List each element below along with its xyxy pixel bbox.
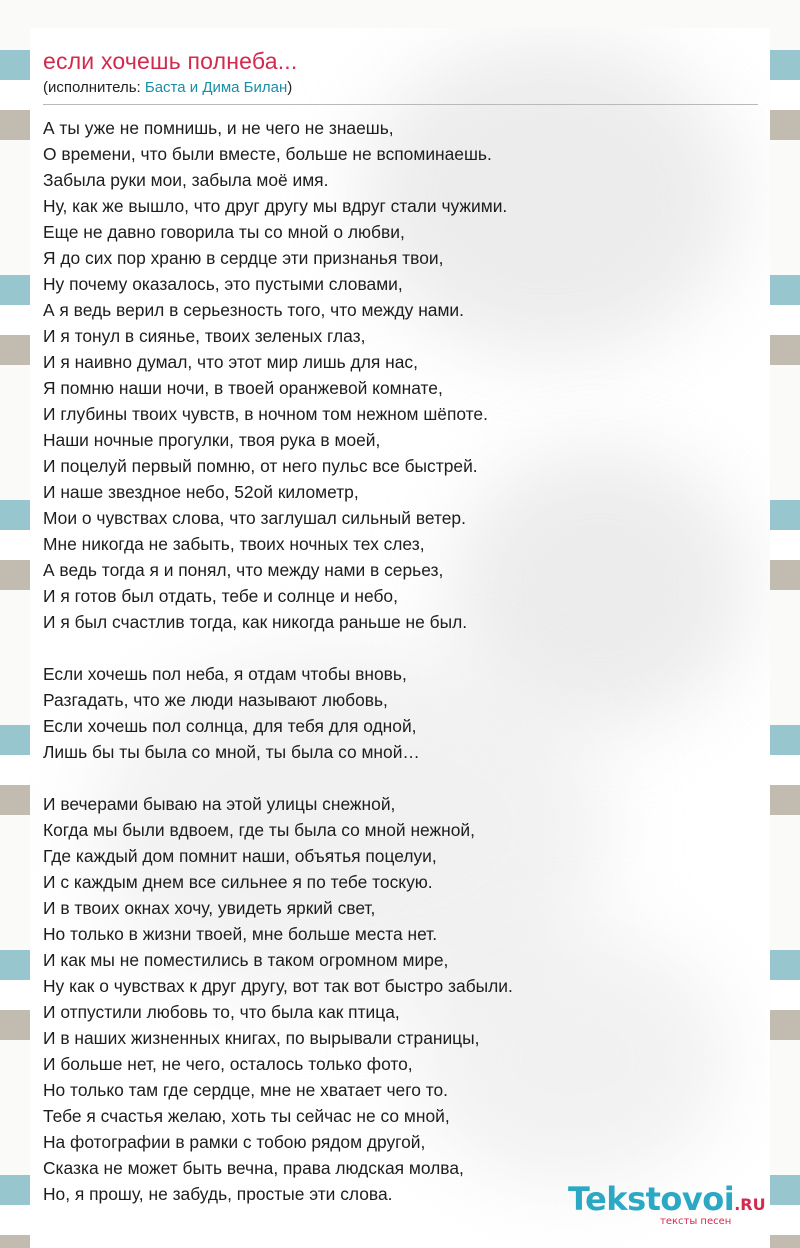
lyric-line: Я до сих пор храню в сердце эти признанья твои, bbox=[43, 248, 444, 268]
lyric-line: Где каждый дом помнит наши, объятья поцелуи, bbox=[43, 846, 437, 866]
lyric-line: Мои о чувствах слова, что заглушал сильный ветер. bbox=[43, 508, 466, 528]
lyric-line: А я ведь верил в серьезность того, что между нами. bbox=[43, 300, 464, 320]
lyric-line: Ну как о чувствах к друг другу, вот так вот быстро забыли. bbox=[43, 976, 513, 996]
lyric-line: И вечерами бываю на этой улицы снежной, bbox=[43, 794, 396, 814]
lyric-line: На фотографии в рамки с тобою рядом другой, bbox=[43, 1132, 426, 1152]
lyric-line: Если хочешь пол солнца, для тебя для одной, bbox=[43, 716, 417, 736]
lyric-line: Еще не давно говорила ты со мной о любви, bbox=[43, 222, 405, 242]
lyric-line: Тебе я счастья желаю, хоть ты сейчас не со мной, bbox=[43, 1106, 450, 1126]
artist-line bbox=[43, 79, 758, 96]
lyric-line: И я наивно думал, что этот мир лишь для нас, bbox=[43, 352, 418, 372]
lyric-line: А ведь тогда я и понял, что между нами в серьез, bbox=[43, 560, 444, 580]
site-logo[interactable] bbox=[568, 1180, 766, 1227]
lyrics-card bbox=[30, 28, 770, 1248]
lyric-line: Забыла руки мои, забыла моё имя. bbox=[43, 170, 329, 190]
logo-tagline: тексты песен bbox=[660, 1216, 732, 1227]
lyric-line: И глубины твоих чувств, в ночном том нежном шёпоте. bbox=[43, 404, 488, 424]
lyric-line: Разгадать, что же люди называют любовь, bbox=[43, 690, 388, 710]
lyric-line: И поцелуй первый помню, от него пульс все быстрей. bbox=[43, 456, 478, 476]
divider bbox=[43, 104, 758, 105]
lyric-line: И как мы не поместились в таком огромном мире, bbox=[43, 950, 449, 970]
lyric-line: О времени, что были вместе, больше не вспоминаешь. bbox=[43, 144, 492, 164]
lyric-line: И я готов был отдать, тебе и солнце и небо, bbox=[43, 586, 398, 606]
lyric-line: Лишь бы ты была со мной, ты была со мной… bbox=[43, 742, 420, 762]
lyric-line: Сказка не может быть вечна, права людская молва, bbox=[43, 1158, 464, 1178]
artist-link[interactable]: Баста и Дима Билан bbox=[144, 79, 288, 96]
lyric-line: Но, я прошу, не забудь, простые эти слова. bbox=[43, 1184, 393, 1204]
lyric-line: А ты уже не помнишь, и не чего не знаешь, bbox=[43, 118, 394, 138]
stanza-gap bbox=[43, 635, 758, 661]
stanza-gap bbox=[43, 765, 758, 791]
lyric-line: И я тонул в сиянье, твоих зеленых глаз, bbox=[43, 326, 366, 346]
song-title: если хочешь полнеба... bbox=[43, 48, 298, 74]
artist-suffix: ) bbox=[287, 79, 293, 96]
lyrics-text bbox=[43, 115, 758, 1207]
lyric-line: Ну почему оказалось, это пустыми словами, bbox=[43, 274, 403, 294]
lyric-line: Но только там где сердце, мне не хватает чего то. bbox=[43, 1080, 448, 1100]
lyric-line: Если хочешь пол неба, я отдам чтобы вновь, bbox=[43, 664, 407, 684]
logo-tld: .RU bbox=[734, 1195, 766, 1214]
lyric-line: Мне никогда не забыть, твоих ночных тех слез, bbox=[43, 534, 425, 554]
lyric-line: Я помню наши ночи, в твоей оранжевой комнате, bbox=[43, 378, 443, 398]
lyric-line: И в наших жизненных книгах, по вырывали страницы, bbox=[43, 1028, 480, 1048]
lyric-line: И больше нет, не чего, осталось только фото, bbox=[43, 1054, 413, 1074]
lyric-line: И с каждым днем все сильнее я по тебе тоскую. bbox=[43, 872, 433, 892]
lyric-line: И в твоих окнах хочу, увидеть яркий свет, bbox=[43, 898, 376, 918]
lyric-line: Наши ночные прогулки, твоя рука в моей, bbox=[43, 430, 381, 450]
lyric-line: Ну, как же вышло, что друг другу мы вдруг стали чужими. bbox=[43, 196, 508, 216]
song-content bbox=[43, 28, 758, 1207]
lyric-line: И наше звездное небо, 52ой километр, bbox=[43, 482, 359, 502]
lyric-line: И я был счастлив тогда, как никогда раньше не был. bbox=[43, 612, 468, 632]
lyric-line: Когда мы были вдвоем, где ты была со мной нежной, bbox=[43, 820, 475, 840]
logo-word: Tekstovoi bbox=[568, 1180, 735, 1218]
lyric-line: Но только в жизни твоей, мне больше места нет. bbox=[43, 924, 438, 944]
lyric-line: И отпустили любовь то, что была как птица, bbox=[43, 1002, 400, 1022]
artist-prefix: (исполнитель: bbox=[43, 79, 145, 96]
